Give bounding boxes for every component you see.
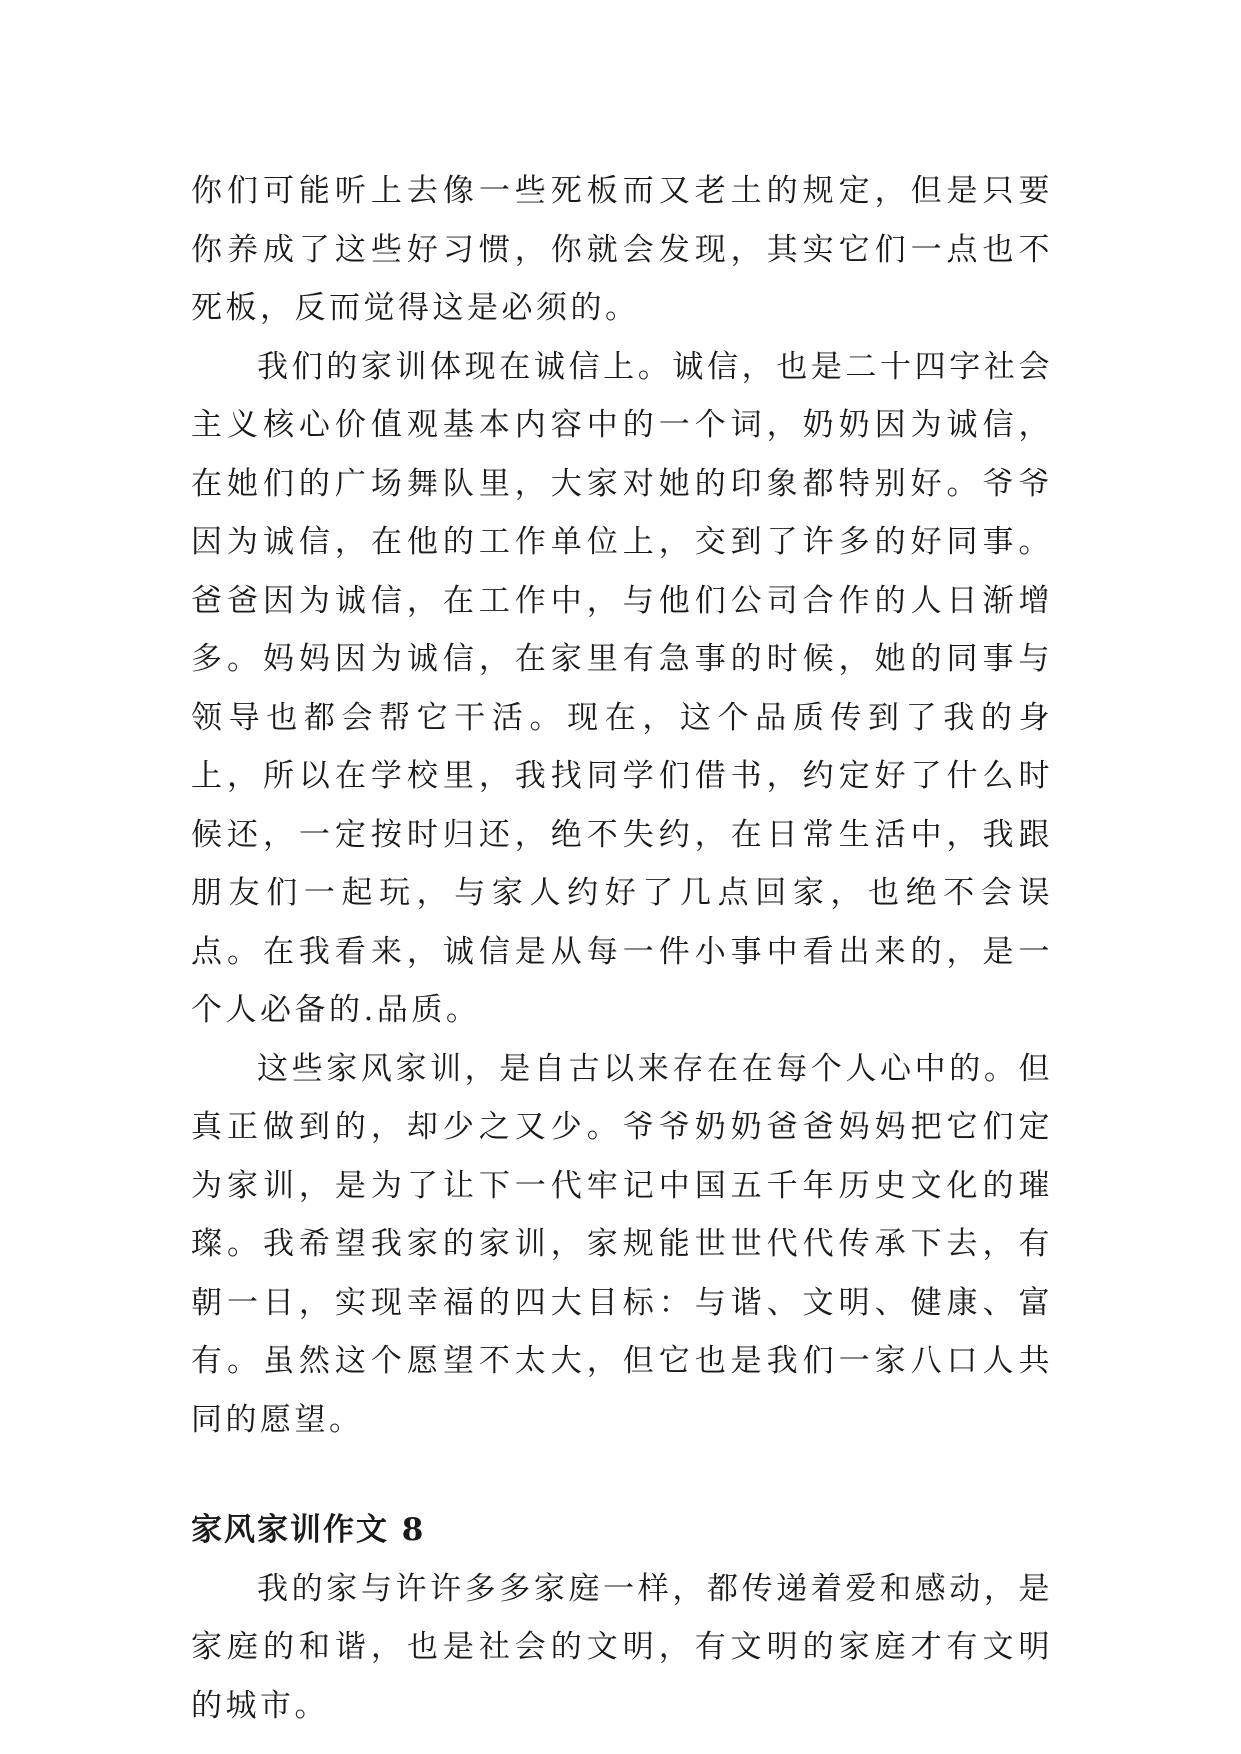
- paragraph-1: 你们可能听上去像一些死板而又老土的规定，但是只要你养成了这些好习惯，你就会发现，其实它们一点也不死板，反而觉得这是必须的。: [191, 173, 1053, 326]
- paragraph-4: 我的家与许许多多家庭一样，都传递着爱和感动，是家庭的和谐，也是社会的文明，有文明的家庭才有文明的城市。: [191, 1570, 1053, 1724]
- paragraph-2: 我们的家训体现在诚信上。诚信，也是二十四字社会主义核心价值观基本内容中的一个词，奶奶因为诚信，在她们的广场舞队里，大家对她的印象都特别好。爷爷因为诚信，在他的工作单位上，交到了许多的好同事。爸爸因为诚信，在工作中，与他们公司合作的人日渐增多。妈妈因为诚信，在家里有急事的时候，她的同事与领导也都会帮它干活。现在，这个品质传到了我的身上，所以在学校里，我找同学们借书，约定好了什么时候还，一定按时归还，绝不失约，在日常生活中，我跟朋友们一起玩，与家人约好了几点回家，也绝不会误点。在我看来，诚信是从每一件小事中看出来的，是一个人必备的.品质。: [191, 348, 1053, 1028]
- document-body: [191, 162, 1053, 1735]
- paragraph-3: 这些家风家训，是自古以来存在在每个人心中的。但真正做到的，却少之又少。爷爷奶奶爸爸妈妈把它们定为家训，是为了让下一代牢记中国五千年历史文化的璀璨。我希望我家的家训，家规能世世代代传承下去，有朝一日，实现幸福的四大目标：与谐、文明、健康、富有。虽然这个愿望不太大，但它也是我们一家八口人共同的愿望。: [191, 1050, 1053, 1438]
- section-heading: 家风家训作文 8: [191, 1512, 426, 1548]
